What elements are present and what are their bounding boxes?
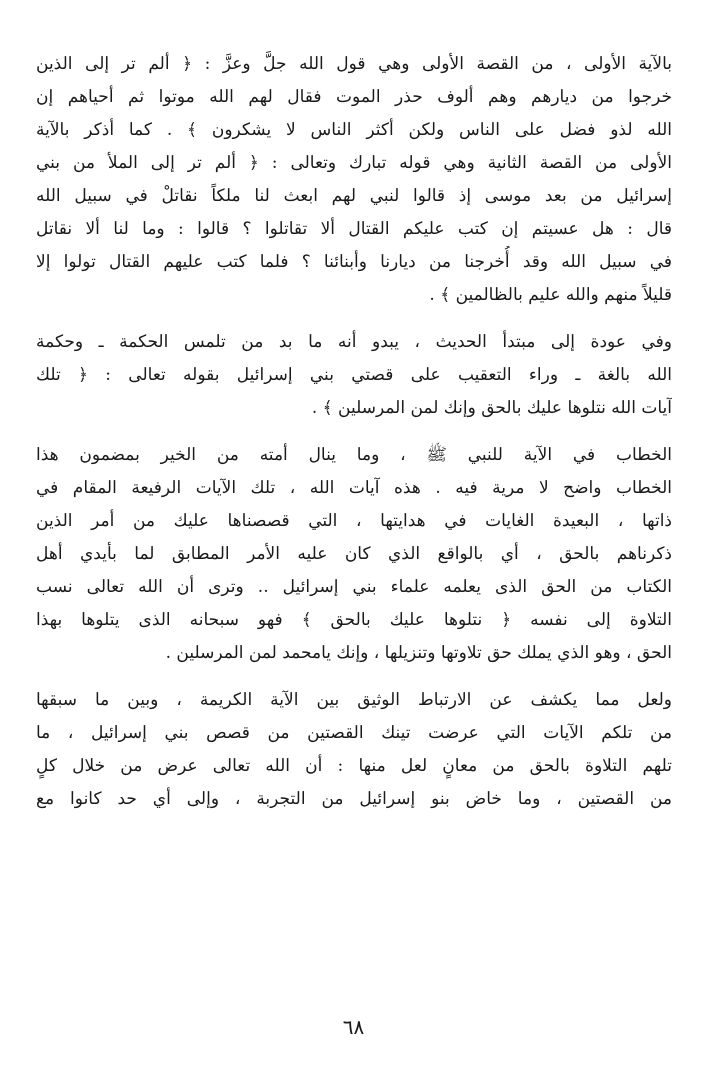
paragraph-3-line-4: ذكرناهم بالحق ، أي بالواقع الذي كان عليه الأمر المطابق لما بأيدي أهل bbox=[36, 544, 672, 564]
paragraph-3-line-5: الكتاب من الحق الذى يعلمه علماء بني إسرائيل .. وترى أن الله تعالى نسب bbox=[36, 577, 672, 597]
paragraph-gap bbox=[36, 425, 672, 439]
paragraph-gap bbox=[36, 312, 672, 326]
paragraph-4-line-2: من تلكم الآيات التي عرضت تينك القصتين من قصص بني إسرائيل ، ما bbox=[36, 723, 672, 743]
paragraph-3-line-2: الخطاب واضح لا مرية فيه . هذه آيات الله ، تلك الآيات الرفيعة المقام في bbox=[36, 478, 672, 498]
paragraph-1-line-7: في سبيل الله وقد أُخرجنا من ديارنا وأبنائنا ؟ فلما كتب عليهم القتال تولوا إلا bbox=[36, 252, 672, 272]
paragraph-1-line-4: الأولى من القصة الثانية وهي قوله تبارك وتعالى : ﴿ ألم تر إلى الملأ من بني bbox=[36, 153, 672, 173]
paragraph-gap bbox=[36, 670, 672, 684]
paragraph-1 bbox=[36, 48, 672, 312]
paragraph-4-line-3: تلهم التلاوة بالحق من معانٍ لعل منها : أن الله تعالى عرض من خلال كلٍ bbox=[36, 756, 672, 776]
paragraph-1-line-3: الله لذو فضل على الناس ولكن أكثر الناس لا يشكرون ﴾ . كما أذكر بالآية bbox=[36, 120, 672, 140]
paragraph-3-line-3: ذاتها ، البعيدة الغايات في هدايتها ، التي قصصناها عليك من أمر الذين bbox=[36, 511, 672, 531]
paragraph-3-line-6: التلاوة إلى نفسه ﴿ نتلوها عليك بالحق ﴾ فهو سبحانه الذى يتلوها بهذا bbox=[36, 610, 672, 630]
paragraph-3-line-1: الخطاب في الآية للنبي ﷺ ، وما ينال أمته من الخير بمضمون هذا bbox=[36, 445, 672, 465]
paragraph-4 bbox=[36, 684, 672, 816]
paragraph-1-line-6: قال : هل عسيتم إن كتب عليكم القتال ألا تقاتلوا ؟ قالوا : وما لنا ألا نقاتل bbox=[36, 219, 672, 239]
paragraph-3-line-7: الحق ، وهو الذي يملك حق تلاوتها وتنزيلها ، وإنك يامحمد لمن المرسلين . bbox=[165, 643, 672, 663]
page-number: ٦٨ bbox=[342, 1015, 365, 1039]
paragraph-2 bbox=[36, 326, 672, 425]
paragraph-2-line-1: وفي عودة إلى مبتدأ الحديث ، يبدو أنه ما بد من تلمس الحكمة ـ وحكمة bbox=[36, 332, 672, 352]
paragraph-1-line-2: خرجوا من ديارهم وهم ألوف حذر الموت فقال لهم الله موتوا ثم أحياهم إن bbox=[36, 87, 672, 107]
paragraph-1-line-8: قليلاً منهم والله عليم بالظالمين ﴾ . bbox=[429, 285, 672, 305]
paragraph-1-line-5: إسرائيل من بعد موسى إذ قالوا لنبي لهم ابعث لنا ملكاً نقاتلْ في سبيل الله bbox=[36, 186, 672, 206]
paragraph-4-line-1: ولعل مما يكشف عن الارتباط الوثيق بين الآية الكريمة ، وبين ما سبقها bbox=[36, 690, 672, 710]
paragraph-2-line-3: آيات الله نتلوها عليك بالحق وإنك لمن المرسلين ﴾ . bbox=[311, 398, 672, 418]
paragraph-4-line-4: من القصتين ، وما خاض بنو إسرائيل من التجربة ، وإلى أي حد كانوا مع bbox=[36, 789, 672, 809]
paragraph-2-line-2: الله بالغة ـ وراء التعقيب على قصتي بني إسرائيل بقوله تعالى : ﴿ تلك bbox=[36, 365, 672, 385]
paragraph-3 bbox=[36, 439, 672, 670]
page-body bbox=[36, 48, 672, 816]
paragraph-1-line-1: بالآية الأولى ، من القصة الأولى وهي قول الله جلَّ وعزَّ : ﴿ ألم تر إلى الذين bbox=[36, 54, 672, 74]
